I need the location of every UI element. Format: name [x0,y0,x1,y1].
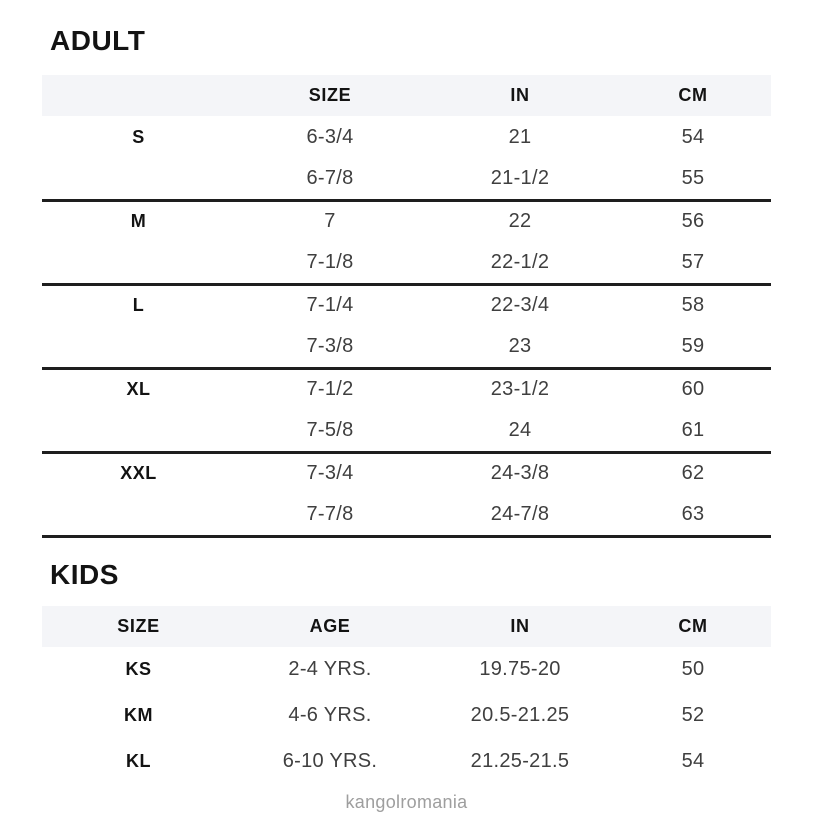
size-value: 7-7/8 [235,494,425,536]
adult-col-header-label [42,75,235,116]
brand-watermark: kangolromania [345,791,468,812]
size-value: 6-3/4 [306,125,354,148]
kids-col-header-size: SIZE [42,606,235,647]
in-value: 24-7/8 [425,494,615,536]
table-row [42,410,771,452]
size-value: 7-1/8 [235,242,425,284]
adult-col-header-cm: CM [615,75,771,116]
in-value: 21-1/2 [425,158,615,200]
in-value: 22 [508,210,532,233]
kids-section-heading: KIDS [50,558,119,590]
table-row [42,284,771,326]
cm-value: 59 [615,326,771,368]
in-value: 24 [425,410,615,452]
table-row [42,158,771,200]
table-row [42,739,771,785]
size-value: 6-7/8 [235,158,425,200]
size-value: 7 [324,210,336,233]
adult-col-header-size: SIZE [235,75,425,116]
size-value: 7-5/8 [235,410,425,452]
cm-value: 56 [681,210,705,233]
adult-header-row [42,75,771,116]
kids-col-header-age: AGE [235,606,425,647]
age-value: 4-6 YRS. [288,704,372,726]
cm-value: 62 [681,462,705,485]
in-value: 22-3/4 [490,294,550,317]
age-value: 2-4 YRS. [288,658,372,680]
kids-size-label: KM [124,705,153,725]
size-group-label: M [130,211,147,232]
size-value: 7-1/4 [306,294,354,317]
cm-value: 58 [681,294,705,317]
in-value: 24-3/8 [490,462,550,485]
in-value: 23 [425,326,615,368]
size-group-label [42,410,235,452]
in-value: 22-1/2 [425,242,615,284]
adult-size-table [42,75,771,538]
kids-size-table [42,606,771,785]
cm-value: 57 [615,242,771,284]
table-row [42,368,771,410]
kids-size-label: KL [126,751,151,771]
kids-size-label: KS [125,659,152,679]
adult-section-heading: ADULT [50,25,146,56]
cm-value: 54 [681,750,705,772]
table-row [42,242,771,284]
cm-value: 52 [681,704,705,726]
size-group-label [42,326,235,368]
size-value: 7-3/8 [235,326,425,368]
kids-col-header-cm: CM [615,606,771,647]
kids-header-row [42,606,771,647]
table-row [42,647,771,693]
table-row [42,116,771,158]
size-group-label [42,158,235,200]
kids-col-header-in: IN [425,606,615,647]
size-group-label [42,242,235,284]
adult-col-header-in: IN [425,75,615,116]
size-group-label [42,494,235,536]
size-group-label: S [132,126,145,147]
size-group-label: L [132,295,145,316]
size-group-label: XL [126,379,151,400]
in-value: 21 [508,125,532,148]
table-row [42,326,771,368]
cm-value: 60 [681,378,705,401]
age-value: 6-10 YRS. [282,750,378,772]
table-row [42,693,771,739]
cm-value: 61 [615,410,771,452]
in-value: 21.25-21.5 [470,750,570,772]
in-value: 20.5-21.25 [470,704,570,726]
table-row [42,494,771,536]
size-group-label: XXL [120,463,157,484]
size-value: 7-1/2 [306,378,354,401]
cm-value: 54 [681,125,705,148]
size-value: 7-3/4 [306,462,354,485]
in-value: 19.75-20 [479,658,561,680]
in-value: 23-1/2 [490,378,550,401]
table-row [42,200,771,242]
table-row [42,452,771,494]
cm-value: 55 [615,158,771,200]
cm-value: 63 [615,494,771,536]
cm-value: 50 [681,658,705,680]
